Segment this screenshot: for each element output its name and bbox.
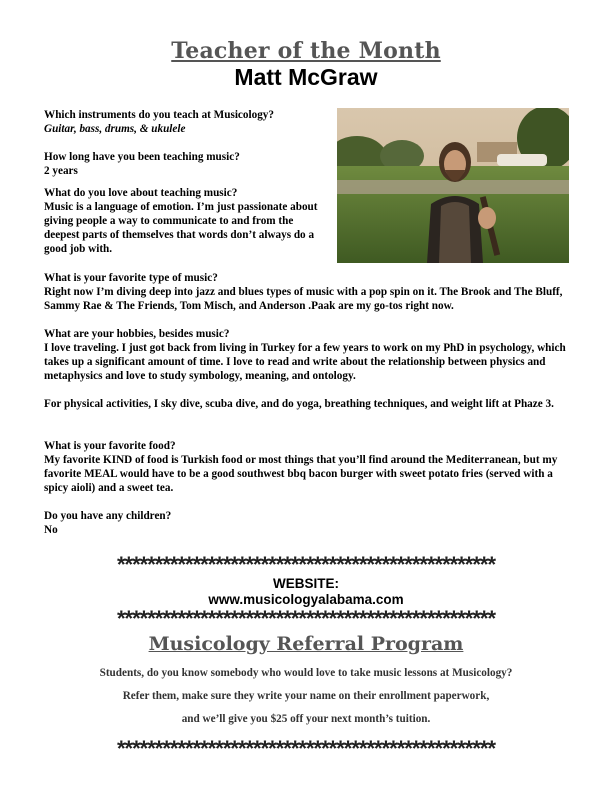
referral-line: Refer them, make sure they write your name on their enrollment paperwork, — [122, 690, 490, 702]
answer: Guitar, bass, drums, & ukulele — [44, 123, 186, 135]
question: What is your favorite type of music? — [44, 272, 218, 284]
qa-hobbies — [44, 327, 574, 383]
website-label: WEBSITE: — [273, 576, 339, 591]
qa-favorite-food — [44, 439, 574, 495]
qa-instruments — [44, 108, 324, 136]
qa-love-teaching — [44, 186, 329, 256]
qa-years-teaching — [44, 150, 324, 178]
referral-line: Students, do you know somebody who would love to take music lessons at Musicology? — [99, 667, 513, 679]
website-link[interactable]: www.musicologyalabama.com — [208, 592, 404, 607]
question: Do you have any children? — [44, 510, 172, 522]
question: What are your hobbies, besides music? — [44, 328, 230, 340]
teacher-name: Matt McGraw — [234, 64, 378, 90]
answer: Music is a language of emotion. I’m just passionate about giving people a way to communicate to and from the deepest parts of themselves that words don’t always do a good job with. — [44, 201, 318, 255]
question: How long have you been teaching music? — [44, 151, 240, 163]
answer: My favorite KIND of food is Turkish food or most things that you’ll find around the Mediterranean, but my favorite MEAL would have to be a good southwest bbq bacon burger with sweet potato fries (served with a spicy aioli) and a sweet tea. — [44, 454, 558, 494]
answer: For physical activities, I sky dive, scuba dive, and do yoga, breathing techniques, and weight lift at Phaze 3. — [44, 398, 554, 410]
page-title: Teacher of the Month — [171, 38, 441, 64]
star-divider: ************************************************** — [116, 555, 496, 575]
qa-children — [44, 509, 574, 537]
referral-title: Musicology Referral Program — [148, 633, 464, 655]
referral-line: and we’ll give you $25 off your next month’s tuition. — [181, 713, 431, 725]
answer: I love traveling. I just got back from living in Turkey for a few years to work on my PhD in psychology, which takes up a significant amount of time. I love to read and write about the relationship between physics and metaphysics and love to study symbology, meaning, and ontology. — [44, 342, 566, 382]
question: Which instruments do you teach at Musicology? — [44, 109, 274, 121]
answer: 2 years — [44, 165, 78, 177]
question: What do you love about teaching music? — [44, 187, 238, 199]
answer: No — [44, 524, 58, 536]
qa-favorite-music — [44, 271, 574, 313]
teacher-photo — [337, 108, 569, 263]
photo-illustration — [337, 108, 569, 263]
star-divider: ************************************************** — [116, 609, 496, 629]
answer: Right now I’m diving deep into jazz and blues types of music with a pop spin on it. The Brook and The Bluff, Sammy Rae & The Friends, Tom Misch, and Anderson .Paak are my go-tos right now. — [44, 286, 563, 312]
star-divider: ************************************************** — [116, 739, 496, 759]
physical-activities — [44, 397, 574, 411]
question: What is your favorite food? — [44, 440, 176, 452]
